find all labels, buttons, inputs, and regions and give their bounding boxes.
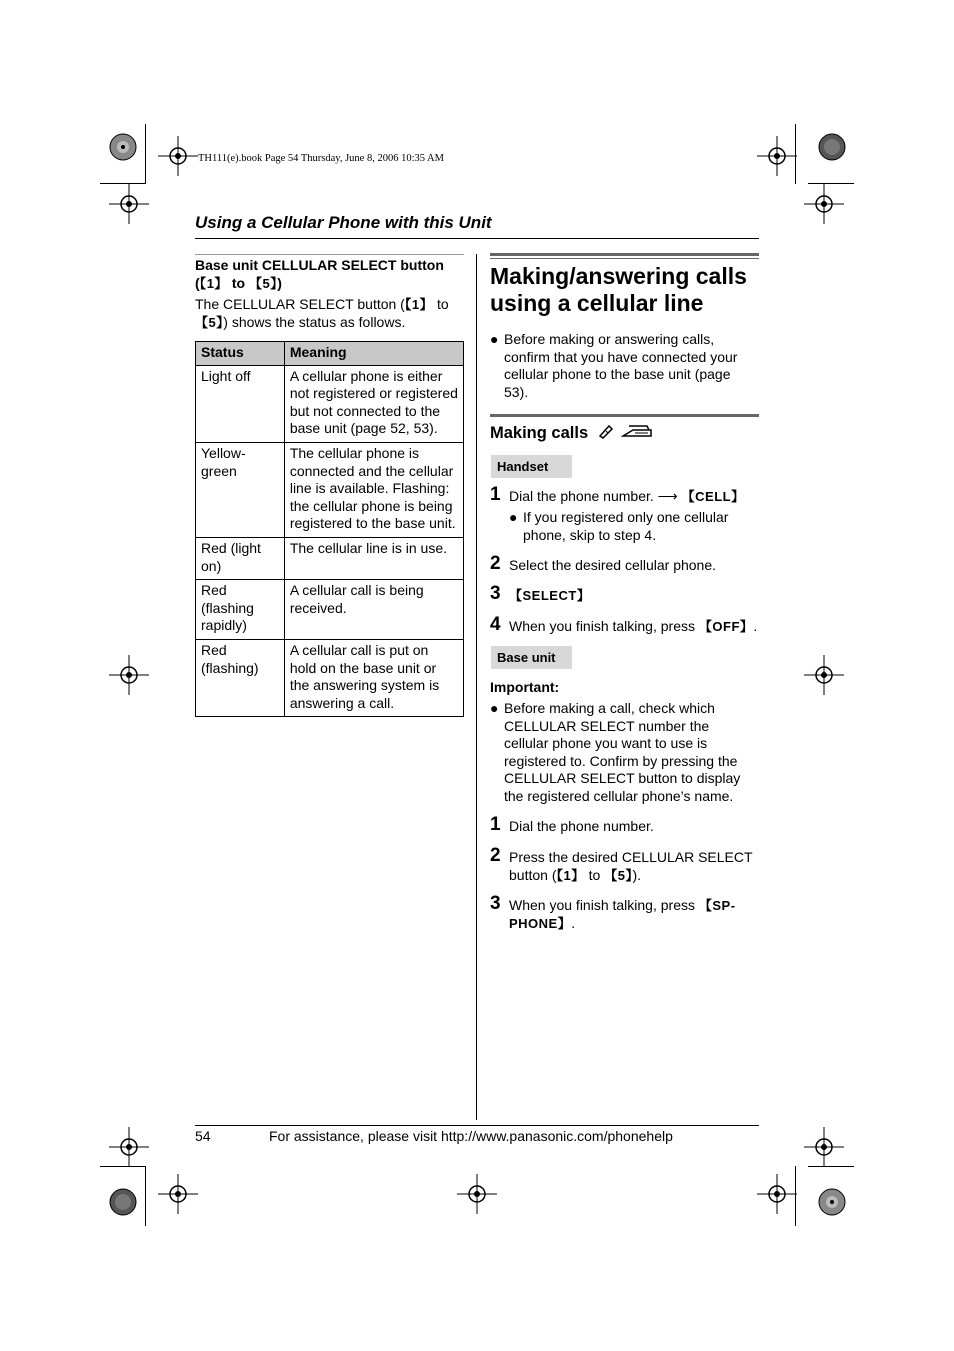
step-text: Dial the phone number. — [509, 818, 654, 834]
crosshair-mark — [158, 1174, 198, 1214]
table-header-row — [196, 342, 464, 366]
crosshair-mark — [757, 136, 797, 176]
crosshair-mark — [109, 184, 149, 224]
cellular-select-heading: Base unit CELLULAR SELECT button (【1】 to 【5】) — [195, 257, 444, 291]
table-header: Meaning — [284, 342, 463, 366]
status-cell: Red (flashing rapidly) — [196, 580, 285, 640]
page-number: 54 — [195, 1128, 211, 1144]
trim-line — [100, 1166, 146, 1167]
trim-line — [795, 1166, 796, 1226]
trim-line — [145, 1166, 146, 1226]
step-number: 3 — [490, 893, 501, 914]
step-number: 1 — [490, 814, 501, 835]
step-text: Press the desired CELLULAR SELECT button (【1】 to 【5】). — [509, 849, 753, 883]
status-table — [195, 341, 464, 717]
step-text: When you finish talking, press 【SP-PHONE】. — [509, 897, 736, 931]
status-cell: Red (light on) — [196, 537, 285, 579]
key-1: 【1】 — [199, 275, 228, 291]
crosshair-mark — [804, 1127, 844, 1167]
key-1: 【1】 — [404, 297, 434, 312]
assistance-link[interactable]: For assistance, please visit http://www.panasonic.com/phonehelp — [269, 1128, 673, 1144]
step-text: Dial the phone number. ⟶ 【CELL】 — [509, 488, 745, 504]
step-text — [509, 587, 590, 605]
trim-line — [808, 1166, 854, 1167]
section-title: Using a Cellular Phone with this Unit — [195, 213, 492, 232]
base-unit-label: Base unit — [491, 646, 572, 669]
key-5: 【5】 — [195, 314, 224, 330]
header-rule — [195, 238, 759, 239]
key-cell: 【CELL】 — [681, 489, 745, 504]
crosshair-mark — [109, 1127, 149, 1167]
crosshair-mark — [457, 1174, 497, 1214]
table-header: Status — [196, 342, 285, 366]
step-number: 4 — [490, 614, 501, 635]
base-unit-icon — [621, 422, 653, 445]
making-calls-heading: Making calls — [490, 422, 653, 445]
page-title: Making/answering calls using a cellular line — [490, 263, 747, 316]
print-info: TH111(e).book Page 54 Thursday, June 8, 2006 10:35 AM — [198, 153, 444, 164]
meaning-cell: A cellular call is being received. — [284, 580, 463, 640]
step-text: Select the desired cellular phone. — [509, 557, 717, 573]
crosshair-mark — [158, 136, 198, 176]
crosshair-mark — [757, 1174, 797, 1214]
trim-line — [100, 183, 146, 184]
key-5: 【5】 — [604, 867, 633, 883]
key-5: 【5】 — [248, 275, 278, 291]
meaning-cell: A cellular phone is either not registered or registered but not connected to the base unit (page 52, 53). — [284, 365, 463, 442]
step-number: 1 — [490, 484, 501, 505]
meaning-cell: The cellular line is in use. — [284, 537, 463, 579]
handset-label: Handset — [491, 455, 572, 478]
step-number: 2 — [490, 553, 501, 574]
meaning-cell: A cellular call is put on hold on the base unit or the answering system is answering a call. — [284, 639, 463, 716]
meaning-cell: The cellular phone is connected and the cellular line is available. Flashing: the cellular phone is being registered to the base unit. — [284, 442, 463, 537]
cellular-select-intro: The CELLULAR SELECT button (【1】 to 【5】) shows the status as follows. — [195, 296, 449, 330]
registration-mark-top-left — [108, 132, 138, 162]
handset-icon — [597, 423, 615, 444]
crosshair-mark — [804, 655, 844, 695]
registration-mark-top-right — [817, 132, 847, 162]
key-1: 【1】 — [556, 867, 585, 883]
table-row — [196, 442, 464, 537]
subsection-rule — [490, 414, 759, 417]
registration-mark-bottom-right — [817, 1187, 847, 1217]
step-text: When you finish talking, press 【OFF】. — [509, 618, 758, 634]
status-cell: Yellow-green — [196, 442, 285, 537]
title-rule-thin — [490, 258, 759, 259]
registration-mark-bottom-left — [108, 1187, 138, 1217]
key-sp-phone: 【SP-PHONE】 — [509, 898, 736, 931]
bullet-icon: ● — [509, 509, 518, 525]
table-row — [196, 639, 464, 716]
trim-line — [145, 124, 146, 184]
crosshair-mark — [804, 184, 844, 224]
arrow-right-icon: ⟶ — [657, 488, 678, 504]
title-rule — [490, 253, 759, 256]
column-divider — [476, 254, 477, 1120]
status-cell: Red (flashing) — [196, 639, 285, 716]
left-top-rule — [195, 254, 464, 255]
bullet-icon: ● — [490, 331, 499, 347]
key-off: 【OFF】 — [698, 619, 754, 634]
bullet-icon: ● — [490, 700, 499, 716]
trim-line — [795, 124, 796, 184]
trim-line — [808, 183, 854, 184]
status-cell: Light off — [196, 365, 285, 442]
step-number: 3 — [490, 583, 501, 604]
crosshair-mark — [109, 655, 149, 695]
table-row — [196, 537, 464, 579]
table-row — [196, 580, 464, 640]
footer-rule — [195, 1125, 759, 1126]
key-select: 【SELECT】 — [509, 588, 591, 603]
table-row — [196, 365, 464, 442]
important-label: Important: — [490, 679, 560, 695]
step-number: 2 — [490, 845, 501, 866]
